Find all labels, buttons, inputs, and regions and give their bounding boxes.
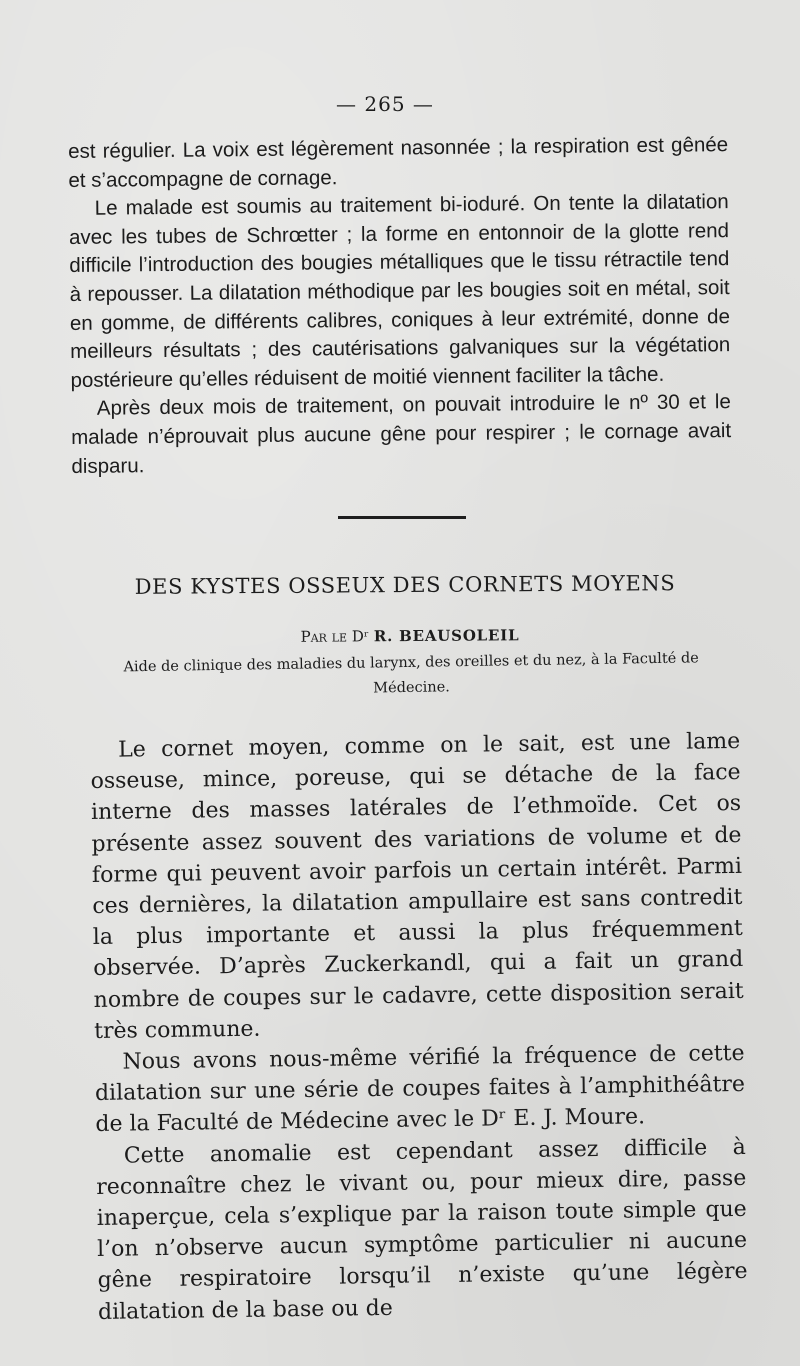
page-number: — 265 — xyxy=(336,92,434,116)
paragraph-treatment: Le malade est soumis au traitement bi-ioduré. On tente la dilatation avec les tubes de Schrœtter ; la forme en entonnoir de la glotte rend difficile l’introduction des bougies métalliques que le tissu rétractile tend à repousser. La dilatation méthodique par les bougies soit en métal, soit en gomme, de différents calibres, coniques à leur extrémité, donne de meilleurs résultats ; des cautérisations galvaniques sur la végétation postérieure qu’elles réduisent de moitié viennent faciliter la tâche. xyxy=(68,190,731,392)
article-paragraph-1: Le cornet moyen, comme on le sait, est une lame osseuse, mince, poreuse, qui se détache de la face interne des masses latérales de l’ethmoïde. Cet os présente assez souvent des variations de volume et de forme qui peuvent avoir parfois un certain intérêt. Parmi ces dernières, la dilatation ampullaire est sans contredit la plus importante et aussi la plus fréquemment observée. D’après Zuckerkandl, qui a fait un grand nombre de coupes sur le cadavre, cette disposition serait très commune. xyxy=(90,728,744,1044)
byline-prefix: Par le Dʳ xyxy=(300,627,370,646)
previous-case-text xyxy=(68,131,732,481)
article-paragraph-2: Nous avons nous-même vérifié la fréquence de cette dilatation sur une série de coupes faites à l’amphithéâtre de la Faculté de Médecine avec le Dʳ E. J. Moure. xyxy=(94,1040,746,1138)
paragraph-continued: est régulier. La voix est légèrement nasonnée ; la respiration est gênée et s’accompagne de cornage. xyxy=(68,133,729,192)
author-name: R. BEAUSOLEIL xyxy=(373,626,520,646)
paragraph-outcome: Après deux mois de traitement, on pouvait introduire le nº 30 et le malade n’éprouvait plus aucune gêne pour respirer ; le cornage avait disparu. xyxy=(71,390,732,478)
article-paragraph-3: Cette anomalie est cependant assez difficile à reconnaître chez le vivant ou, pour mieux dire, passe inaperçue, cela s’explique par la raison toute simple que l’on n’observe aucun symptôme particulier ni aucune gêne respiratoire lorsqu’il n’existe qu’une légère dilatation de la base ou de xyxy=(96,1134,748,1325)
article-body xyxy=(90,726,748,1328)
byline xyxy=(0,624,800,648)
author-affiliation: Aide de clinique des maladies du larynx, des oreilles et du nez, à la Faculté de Médecine. xyxy=(123,650,699,697)
section-divider xyxy=(338,516,466,519)
article-title: DES KYSTES OSSEUX DES CORNETS MOYENS xyxy=(134,571,676,599)
